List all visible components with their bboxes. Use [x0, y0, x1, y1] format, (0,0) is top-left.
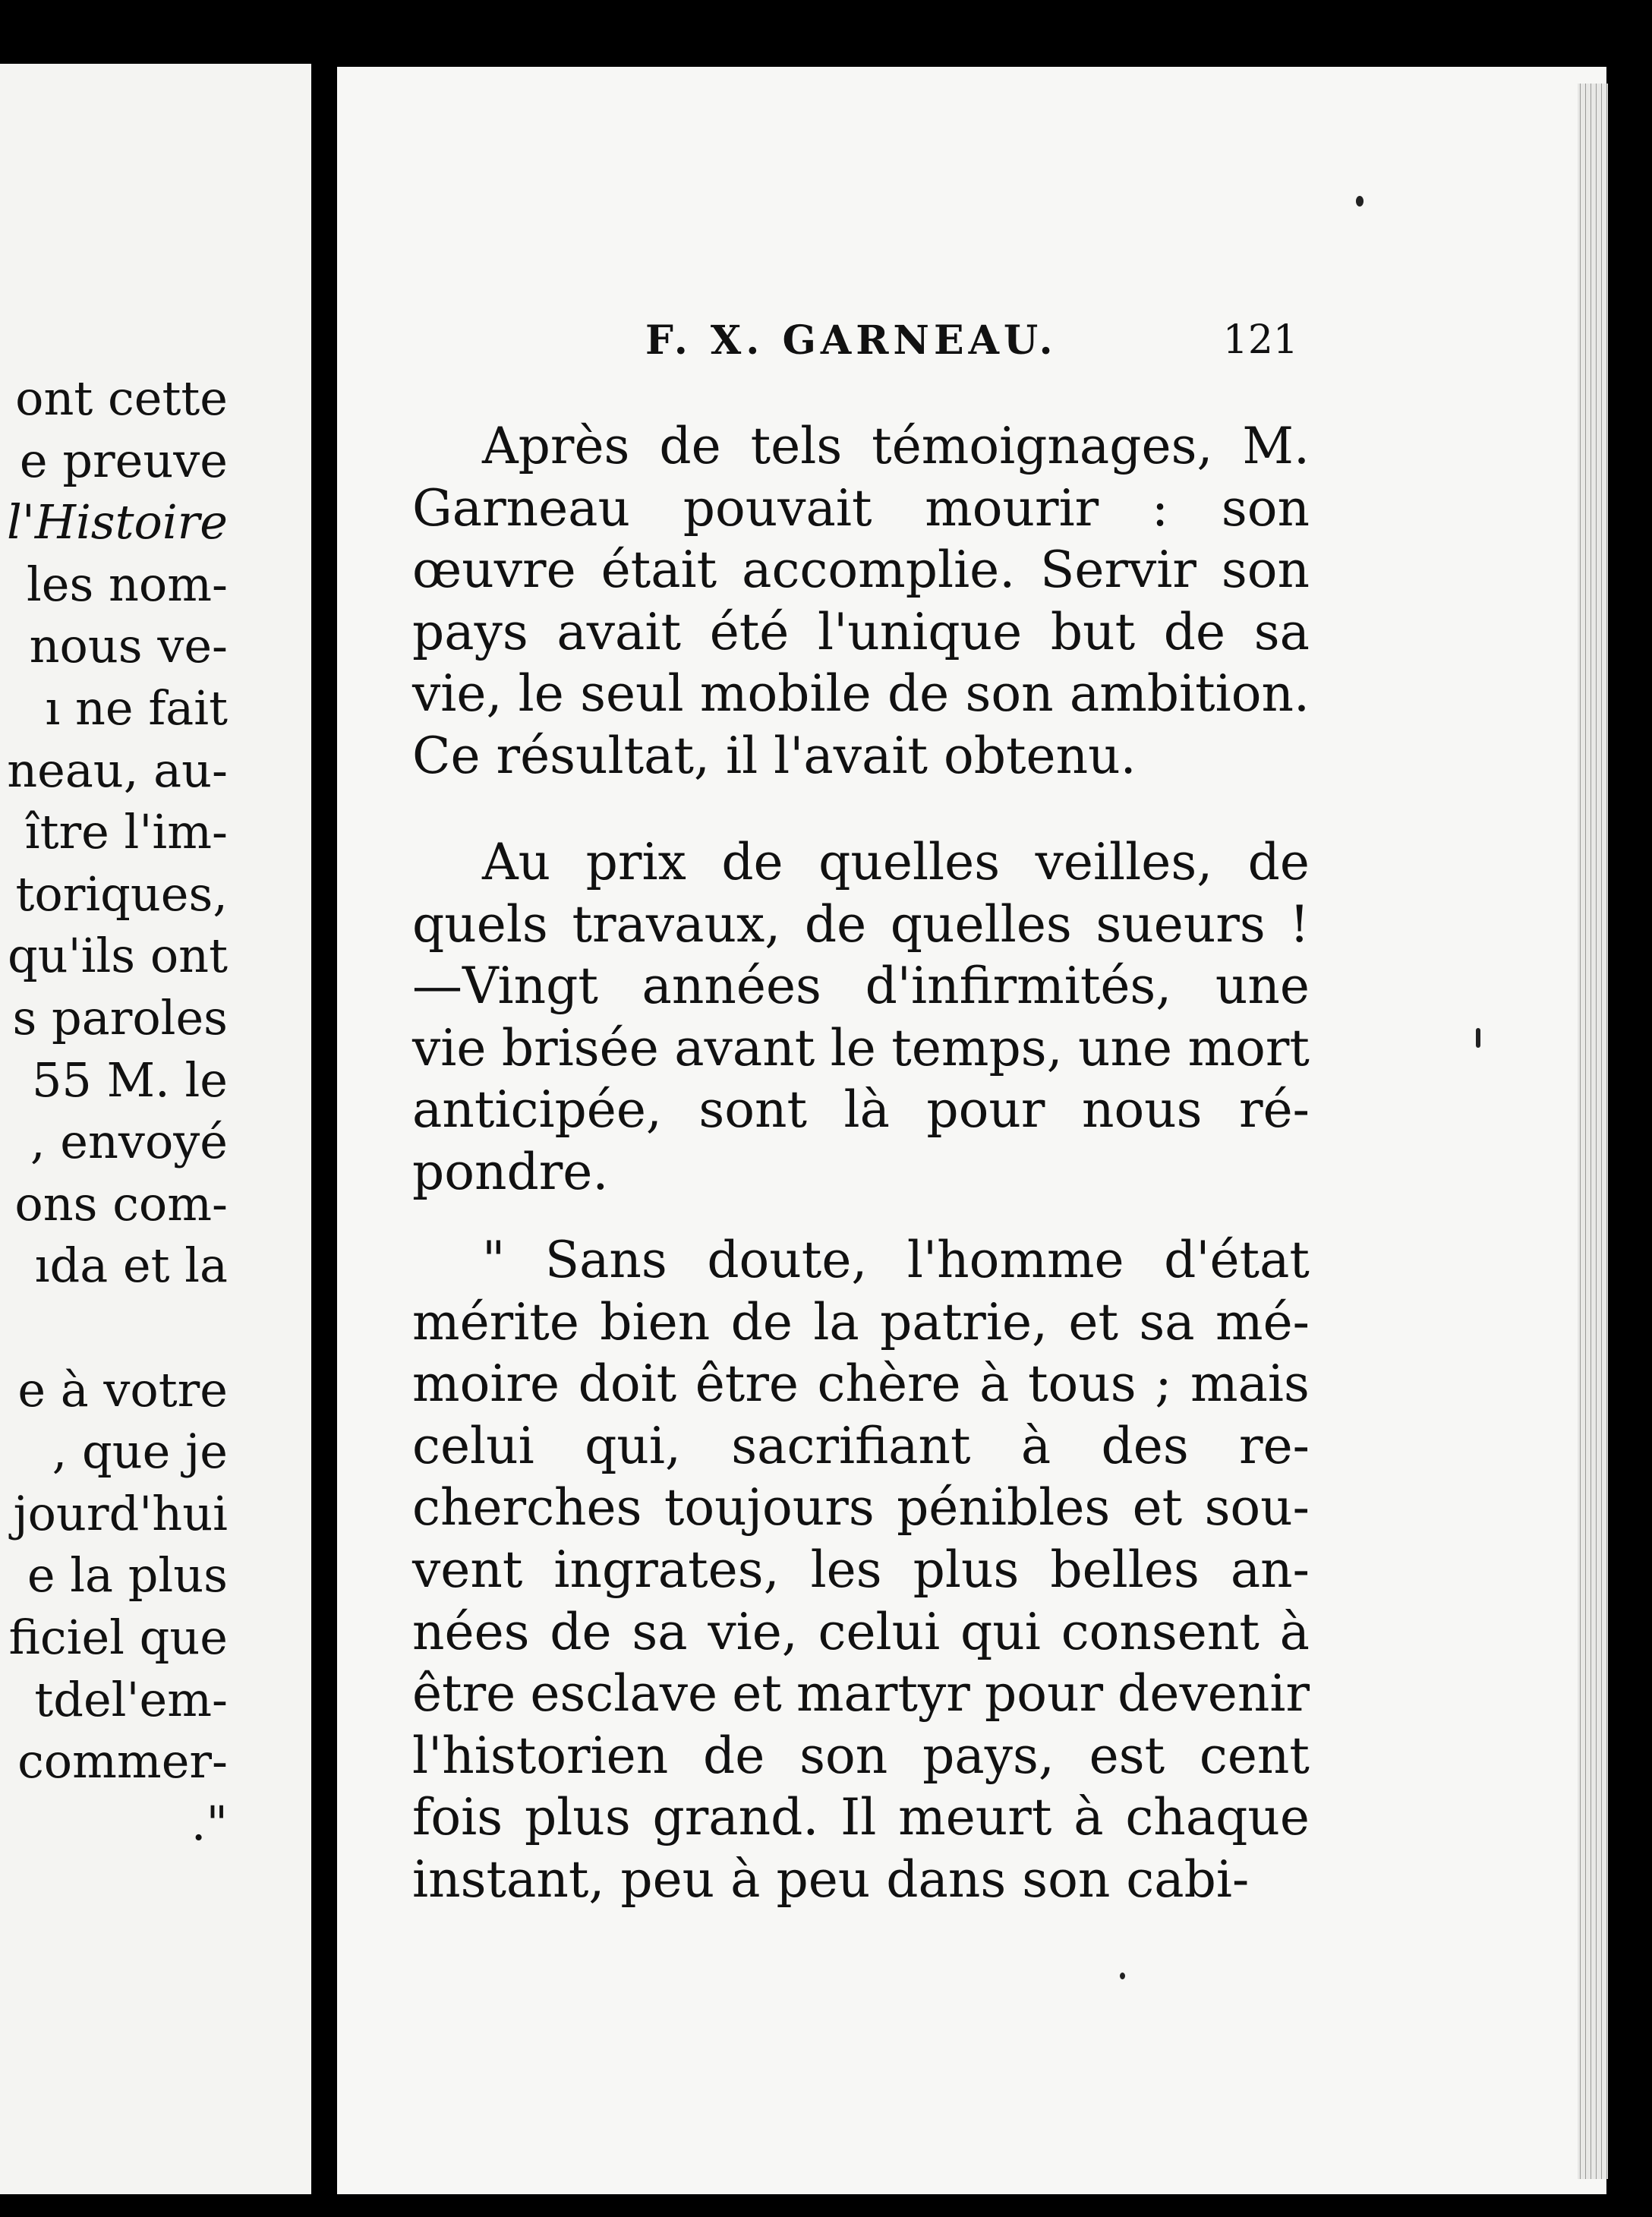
left-page-line: commer-: [17, 1733, 228, 1790]
text-line: " Sans doute, l'homme d'état: [482, 1231, 1310, 1289]
left-page-line: 55 M. le: [31, 1052, 228, 1108]
text-line: œuvre était accomplie. Servir son: [412, 541, 1310, 600]
left-page-line: ont cette: [15, 371, 228, 426]
gutter-shadow: [311, 64, 337, 2194]
left-page-line: jourd'hui: [13, 1485, 228, 1541]
print-speck: [1356, 196, 1364, 207]
left-page-line: qu'ils ont: [7, 928, 228, 984]
left-page-fragment: [0, 64, 311, 2194]
text-line: celui qui, sacrifiant à des re-: [412, 1416, 1310, 1475]
left-page-line: e à votre: [17, 1361, 228, 1418]
text-line: pondre.: [412, 1143, 609, 1201]
text-line: vent ingrates, les plus belles an-: [412, 1541, 1310, 1599]
text-line: Après de tels témoignages, M.: [482, 417, 1310, 475]
left-page-line: .": [191, 1795, 228, 1851]
text-line: être esclave et martyr pour devenir: [412, 1664, 1310, 1723]
left-page-line: ons com-: [14, 1175, 228, 1231]
text-line: vie brisée avant le temps, une mort: [412, 1018, 1310, 1077]
text-line: l'historien de son pays, est cent: [412, 1726, 1310, 1785]
text-line: nées de sa vie, celui qui consent à: [412, 1602, 1310, 1661]
left-page-line: les nom-: [26, 556, 228, 612]
running-head: [645, 317, 1298, 378]
left-page-line: neau, au-: [7, 742, 228, 798]
left-page-line: , envoyé: [30, 1114, 228, 1170]
left-page-line: s paroles: [12, 990, 228, 1045]
left-page-line: ı ne fait: [45, 680, 228, 736]
text-line: Garneau pouvait mourir : son: [412, 478, 1310, 538]
text-line: Au prix de quelles veilles, de: [482, 833, 1310, 891]
print-speck: [1120, 1973, 1125, 1979]
text-line: instant, peu à peu dans son cabi-: [412, 1850, 1250, 1909]
left-page-line: ıda et la: [34, 1238, 228, 1294]
left-page-line: nous ve-: [29, 618, 228, 674]
text-line: moire doit être chère à tous ; mais: [412, 1354, 1310, 1414]
page-edge-stack: [1578, 84, 1608, 2179]
page-number: 121: [1222, 317, 1298, 363]
left-page-line: e preuve: [19, 432, 228, 488]
left-page-line: ître l'im-: [24, 804, 228, 860]
text-line: pays avait été l'unique but de sa: [412, 602, 1310, 661]
left-page-line: e la plus: [27, 1547, 228, 1604]
left-page-line: tdel'em-: [34, 1671, 228, 1727]
print-speck: [1476, 1028, 1480, 1048]
left-page-line: ficiel que: [8, 1610, 228, 1665]
left-page-line: toriques,: [15, 866, 228, 922]
text-line: Ce résultat, il l'avait obtenu.: [412, 727, 1137, 785]
running-title: F. X. GARNEAU.: [645, 317, 1058, 364]
text-line: anticipée, sont là pour nous ré-: [412, 1080, 1310, 1140]
text-line: —Vingt années d'infirmités, une: [412, 957, 1310, 1016]
text-line: quels travaux, de quelles sueurs !: [412, 894, 1310, 954]
text-line: fois plus grand. Il meurt à chaque: [412, 1788, 1310, 1847]
text-line: vie, le seul mobile de son ambition.: [412, 664, 1310, 724]
text-line: cherches toujours pénibles et sou-: [412, 1478, 1310, 1537]
text-line: mérite bien de la patrie, et sa mé-: [412, 1292, 1310, 1351]
left-page-line: , que je: [52, 1424, 228, 1480]
left-page-line: l'Histoire: [7, 494, 228, 550]
